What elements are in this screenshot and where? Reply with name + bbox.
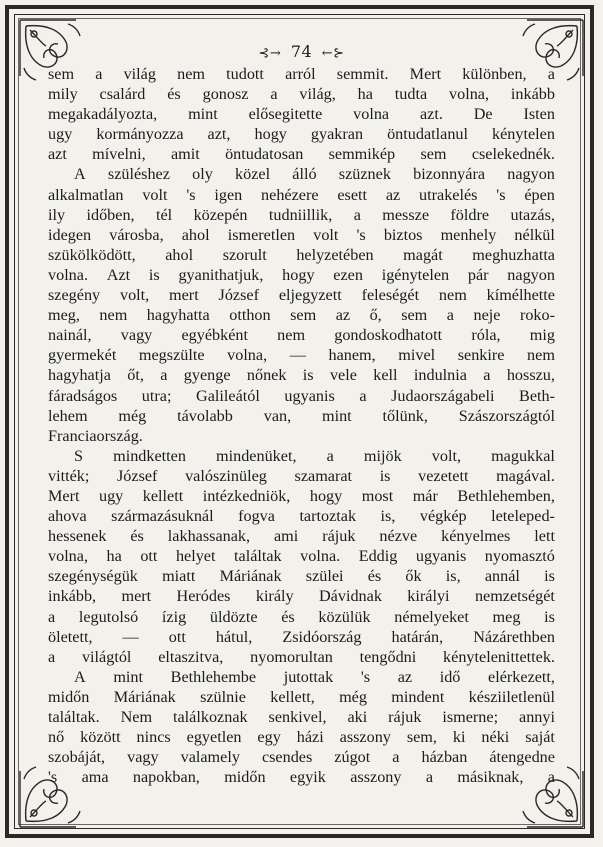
body-text — [48, 64, 555, 787]
text-line: azt mívelni, amit öntudatosan semmikép sem cselekednék. — [48, 145, 555, 164]
text-line: A szüléshez oly közel álló szüznek bizonnyára nagyon — [74, 165, 555, 184]
text-line: szegénységük miatt Máriának szülei és ők is, annál is — [48, 567, 555, 586]
text-line: Franciaország. — [48, 426, 143, 445]
text-line: idegen városba, ahol ismeretlen volt 's biztos menhely nélkül — [48, 225, 555, 244]
text-line: vitték; József valószinüleg szamarat is vezetett magával. — [48, 466, 555, 485]
text-line: nainál, vagy egyébként nem gondoskodhatott róla, mig — [48, 326, 555, 345]
text-line: volna, ha ott helyet találtak volna. Eddig ugyanis nyomasztó — [48, 547, 555, 566]
text-line: nő között nincs egyetlen egy házi asszony sem, ki néki saját — [48, 728, 555, 747]
text-line: mily csalárd és gonosz a világ, ha tudta volna, inkább — [48, 85, 555, 104]
text-line: találtak. Nem találkoznak senkivel, aki rájuk ismerne; annyi — [48, 708, 555, 726]
text-line: szükölködött, ahol szorult helyzetében magát meghuzhatta — [48, 245, 555, 264]
text-line: megakadályozta, mint elősegitette volna azt. De Isten — [48, 105, 555, 124]
text-line: szobáját, vagy valamely csendes zúgot a házban átengedne — [48, 748, 555, 767]
text-line: 's ama napokban, midőn egyik asszony a másiknak, a — [48, 768, 555, 787]
text-line: midőn Máriának szülnie kellett, még mindent késziiletlenül — [48, 687, 555, 706]
text-line: ily időben, tél közepén tudniillik, a messze földre utazás, — [48, 205, 555, 224]
text-line: alkalmatlan volt 's igen nehézere esett az utrakelés 's épen — [48, 185, 555, 204]
text-line: volna. Azt is gyanithatjuk, hogy ezen igénytelen pár nagyon — [48, 265, 555, 284]
page-header — [0, 42, 603, 61]
text-line: lehem még távolabb van, mint tőlünk, Szászországtól — [48, 406, 555, 425]
text-line: ugy kormányozza azt, hogy gyakran öntudatlanul kénytelen — [48, 125, 555, 144]
text-line: a legutolsó ízig üldözte és közülük némelyeket meg is — [48, 607, 555, 626]
text-line: hessenek és lakhassanak, ami rájuk nézve kényelmes lett — [48, 527, 555, 546]
text-line: Mert ugy kellett intézkedniök, hogy most már Bethlehemben, — [48, 486, 555, 505]
text-line: fáradságos utra; Galileától ugyanis a Judaországabeli Beth- — [48, 386, 555, 405]
text-line: inkább, mert Heródes király Dávidnak királyi nemzetségét — [48, 587, 555, 606]
text-line: S mindketten mindenüket, a mijök volt, magukkal — [74, 446, 555, 465]
text-line: öletett, — ott hátul, Zsidóország határán, Názárethben — [48, 627, 555, 646]
text-line: A mint Bethlehembe jutottak 's az idő elérkezett, — [74, 667, 555, 686]
header-ornament-right: ←⊱ — [321, 46, 345, 61]
text-line: hagyhatja őt, a gyenge nőnek is vele kell indulnia a hosszu, — [48, 366, 555, 385]
text-line: ahova származásuknál fogva tartoztak is, végkép leteleped- — [48, 507, 555, 526]
text-line: a világtól eltaszitva, nyomorultan tengődni kénytelenittettek. — [48, 647, 555, 666]
page-number: 74 — [290, 42, 313, 61]
header-ornament-left: ⊰→ — [258, 46, 282, 61]
text-line: gyermekét megszülte volna, — hanem, mivel senkire nem — [48, 346, 555, 365]
text-line: szegény volt, mert József eljegyzett feleségét nem kímélhette — [48, 286, 555, 305]
text-line: sem a világ nem tudott arról semmit. Mert különben, a — [48, 65, 555, 83]
text-line: meg, nem hagyhatta otthon sem az ő, sem a neje roko- — [48, 306, 555, 325]
